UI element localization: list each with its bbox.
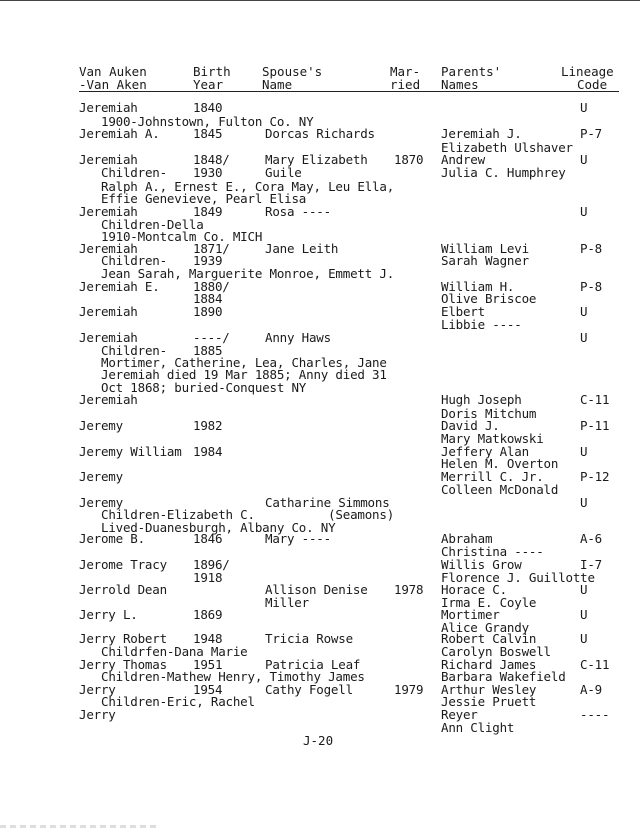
parent-name: Merrill C. Jr. — [441, 469, 544, 484]
parent-name: Ann Clight — [441, 720, 515, 735]
header-rule — [79, 91, 619, 92]
entry-note: Children-Elizabeth C. (Seamons) — [101, 507, 395, 522]
parent-name: Florence J. Guillotte — [441, 570, 595, 585]
parent-name: Hugh Joseph — [441, 392, 522, 407]
lineage-code: P-7 — [580, 126, 602, 141]
birth-year: 1948 — [193, 631, 223, 646]
birth-year: ----/ — [193, 330, 230, 345]
parent-name: Colleen McDonald — [441, 482, 559, 497]
header-parents-names — [441, 65, 501, 91]
parent-name: William H. — [441, 279, 515, 294]
header-spouse-line1: Spouse's — [262, 64, 323, 79]
header-name-line1: Van Auken — [79, 64, 147, 79]
lineage-code: U — [580, 631, 588, 646]
birth-year: 1930 — [193, 165, 223, 180]
parent-name: Libbie ---- — [441, 317, 522, 332]
spouse-name: Anny Haws — [265, 330, 331, 345]
lineage-code: P-8 — [580, 279, 602, 294]
spouse-name: Catharine Simmons — [265, 495, 390, 510]
top-border-line — [0, 0, 640, 1]
married-year: 1870 — [394, 152, 424, 167]
lineage-code: P-11 — [580, 418, 610, 433]
parent-name: Andrew — [441, 152, 485, 167]
entry-note: Oct 1868; buried-Conquest NY — [101, 380, 307, 395]
parent-name: Abraham — [441, 531, 493, 546]
lineage-code: C-11 — [580, 392, 610, 407]
person-name: Jerrold Dean — [79, 582, 167, 597]
entry-note: Children-Mathew Henry, Timothy James — [101, 669, 365, 684]
person-name: Jeremy — [79, 495, 123, 510]
birth-year: 1871/ — [193, 241, 230, 256]
person-name: Jeremiah A. — [79, 126, 160, 141]
birth-year: 1884 — [193, 291, 223, 306]
spouse-name: Tricia Rowse — [265, 631, 353, 646]
married-year: 1978 — [394, 582, 424, 597]
parent-name: Jeffery Alan — [441, 444, 529, 459]
person-name: Jerry — [79, 707, 116, 722]
parent-name: Mortimer — [441, 607, 500, 622]
entry-note: Jeremiah died 19 Mar 1885; Anny died 31 — [101, 367, 387, 382]
entry-note: Ralph A., Ernest E., Cora May, Leu Ella, — [101, 179, 395, 194]
header-birth-line1: Birth — [193, 64, 231, 79]
birth-year: 1849 — [193, 204, 223, 219]
parent-name: Willis Grow — [441, 557, 522, 572]
parent-name: Jessie Pruett — [441, 694, 537, 709]
entry-note: Mortimer, Catherine, Lea, Charles, Jane — [101, 355, 387, 370]
spouse-name: Jane Leith — [265, 241, 339, 256]
lineage-code: C-11 — [580, 657, 610, 672]
header-married-line1: Mar- — [390, 64, 421, 79]
spouse-name: Miller — [265, 595, 309, 610]
spouse-name: Allison Denise — [265, 582, 368, 597]
parent-name: Helen M. Overton — [441, 456, 559, 471]
children-label: Children- — [101, 343, 167, 358]
birth-year: 1951 — [193, 657, 223, 672]
header-married-line2: ried — [390, 77, 421, 92]
person-name: Jerome Tracy — [79, 557, 167, 572]
children-label: Children- — [101, 253, 167, 268]
person-name: Jeremy — [79, 469, 123, 484]
parent-name: Jeremiah J. — [441, 126, 522, 141]
parent-name: Horace C. — [441, 582, 507, 597]
spouse-name: Dorcas Richards — [265, 126, 375, 141]
header-parents-line2: Names — [441, 77, 479, 92]
header-lineage-line1: Lineage — [561, 64, 614, 79]
birth-year: 1890 — [193, 304, 223, 319]
parent-name: Elizabeth Ulshaver — [441, 140, 573, 155]
lineage-code: U — [580, 607, 588, 622]
lineage-code: U — [580, 444, 588, 459]
children-label: Children- — [101, 165, 167, 180]
header-name-line2: -Van Aken — [79, 77, 147, 92]
header-married — [390, 65, 420, 91]
lineage-code: U — [580, 100, 588, 115]
parent-name: Mary Matkowski — [441, 431, 544, 446]
header-birth-year — [193, 65, 231, 91]
spouse-name: Cathy Fogell — [265, 682, 353, 697]
parent-name: Reyer — [441, 707, 478, 722]
lineage-code: P-8 — [580, 241, 602, 256]
entry-note: Children-Della — [101, 217, 204, 232]
married-year: 1979 — [394, 682, 424, 697]
parent-name: Julia C. Humphrey — [441, 165, 566, 180]
header-lineage-line2: Code — [577, 77, 608, 92]
entry-note: Lived-Duanesburgh, Albany Co. NY — [101, 520, 336, 535]
lineage-code: A-6 — [580, 531, 602, 546]
header-parents-line1: Parents' — [441, 64, 502, 79]
birth-year: 1954 — [193, 682, 223, 697]
lineage-code: ---- — [580, 707, 610, 722]
birth-year: 1869 — [193, 607, 223, 622]
lineage-code: A-9 — [580, 682, 602, 697]
parent-name: Arthur Wesley — [441, 682, 537, 697]
person-name: Jeremy — [79, 418, 123, 433]
entry-note: Childrfen-Dana Marie — [101, 644, 248, 659]
birth-year: 1982 — [193, 418, 223, 433]
parent-name: Olive Briscoe — [441, 291, 537, 306]
lineage-code: U — [580, 152, 588, 167]
birth-year: 1845 — [193, 126, 223, 141]
entry-note: Effie Genevieve, Pearl Elisa — [101, 191, 307, 206]
birth-year: 1846 — [193, 531, 223, 546]
parent-name: Christina ---- — [441, 544, 544, 559]
person-name: Jeremiah — [79, 241, 138, 256]
parent-name: Robert Calvin — [441, 631, 537, 646]
entry-note: 1910-Montcalm Co. MICH — [101, 229, 263, 244]
spouse-name: Guile — [265, 165, 302, 180]
spouse-name: Rosa ---- — [265, 204, 331, 219]
birth-year: 1848/ — [193, 152, 230, 167]
spouse-name: Mary Elizabeth — [265, 152, 368, 167]
person-name: Jeremiah — [79, 152, 138, 167]
lineage-code: I-7 — [580, 557, 602, 572]
birth-year: 1918 — [193, 570, 223, 585]
header-birth-line2: Year — [193, 77, 224, 92]
person-name: Jerry Robert — [79, 631, 167, 646]
lineage-code: P-12 — [580, 469, 610, 484]
lineage-code: U — [580, 582, 588, 597]
birth-year: 1939 — [193, 253, 223, 268]
person-name: Jeremiah — [79, 100, 138, 115]
spouse-name: Patricia Leaf — [265, 657, 361, 672]
birth-year: 1840 — [193, 100, 223, 115]
lineage-code: U — [580, 330, 588, 345]
birth-year: 1880/ — [193, 279, 230, 294]
parent-name: Elbert — [441, 304, 485, 319]
spouse-name: Mary ---- — [265, 531, 331, 546]
person-name: Jerry — [79, 682, 116, 697]
person-name: Jeremiah E. — [79, 279, 160, 294]
entry-note: 1900-Johnstown, Fulton Co. NY — [101, 114, 314, 129]
lineage-code: U — [580, 495, 588, 510]
parent-name: Barbara Wakefield — [441, 669, 566, 684]
header-lineage-code — [561, 65, 614, 91]
header-name — [79, 65, 147, 91]
person-name: Jeremiah — [79, 204, 138, 219]
person-name: Jeremiah — [79, 392, 138, 407]
header-spouse-name — [262, 65, 322, 91]
entry-note: Jean Sarah, Marguerite Monroe, Emmett J. — [101, 266, 395, 281]
person-name: Jeremy William — [79, 444, 182, 459]
lineage-code: U — [580, 204, 588, 219]
person-name: Jeremiah — [79, 304, 138, 319]
parent-name: Irma E. Coyle — [441, 595, 537, 610]
parent-name: Sarah Wagner — [441, 253, 529, 268]
parent-name: William Levi — [441, 241, 529, 256]
parent-name: David J. — [441, 418, 500, 433]
birth-year: 1885 — [193, 343, 223, 358]
parent-name: Doris Mitchum — [441, 406, 537, 421]
parent-name: Richard James — [441, 657, 537, 672]
page-number: J-20 — [303, 733, 334, 748]
lineage-code: U — [580, 304, 588, 319]
parent-name: Carolyn Boswell — [441, 644, 551, 659]
person-name: Jerry L. — [79, 607, 138, 622]
birth-year: 1896/ — [193, 557, 230, 572]
birth-year: 1984 — [193, 444, 223, 459]
person-name: Jeremiah — [79, 330, 138, 345]
entry-note: Children-Eric, Rachel — [101, 694, 255, 709]
header-spouse-line2: Name — [262, 77, 293, 92]
person-name: Jerry Thomas — [79, 657, 167, 672]
parent-name: Alice Grandy — [441, 620, 529, 635]
person-name: Jerome B. — [79, 531, 145, 546]
